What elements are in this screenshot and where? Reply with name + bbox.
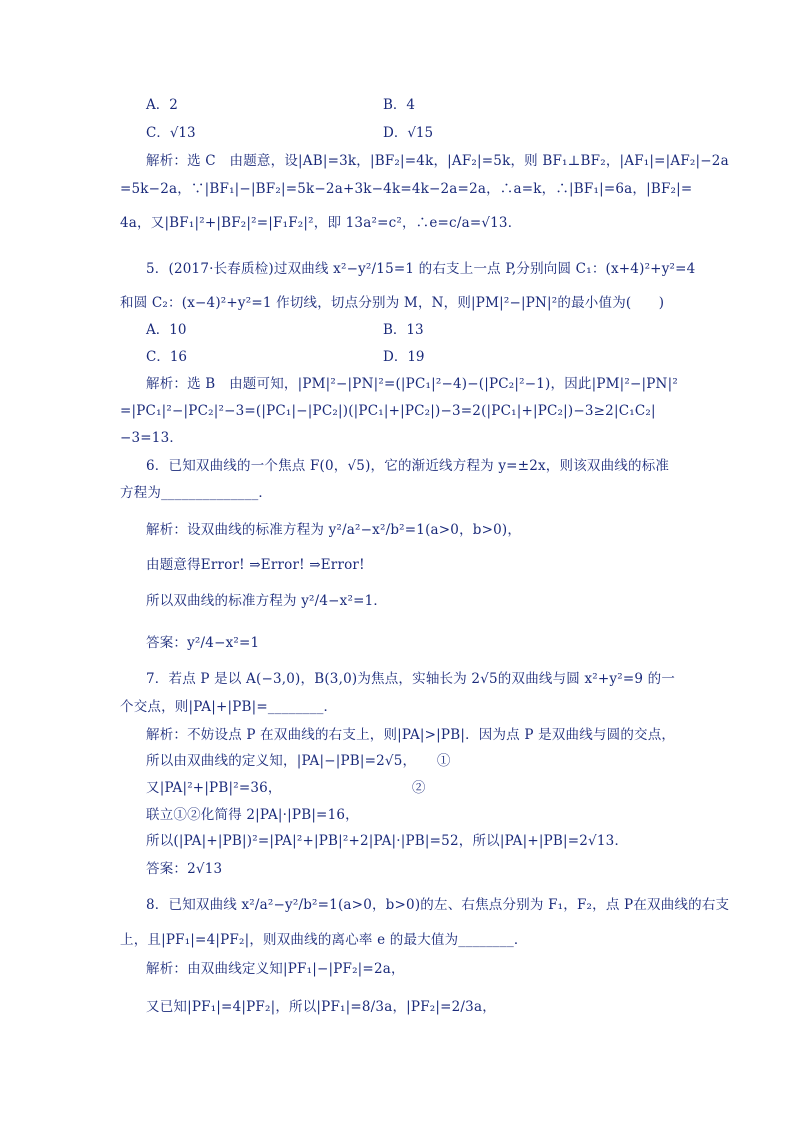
q6-solution-line-2: 由题意得Error! ⇒Error! ⇒Error!	[146, 557, 365, 573]
q7-answer: 答案：2√13	[146, 861, 223, 877]
q4-solution-line-3: 4a，又|BF₁|²+|BF₂|²=|F₁F₂|²，即 13a²=c²，∴e=c/a=√13．	[120, 215, 522, 231]
q4-option-d: D．√15	[383, 125, 434, 141]
q6-answer: 答案：y²/4−x²=1	[146, 635, 260, 651]
q5-stem-line-1: 5．(2017·长春质检)过双曲线 x²−y²/15=1 的右支上一点 P,分别向圆 C₁：(x+4)²+y²=4	[146, 261, 696, 277]
q5-option-c: C．16	[146, 349, 188, 365]
q6-stem-line-1: 6．已知双曲线的一个焦点 F(0，√5)，它的渐近线方程为 y=±2x，则该双曲线的标准	[146, 458, 670, 474]
q8-stem-line-1: 8．已知双曲线 x²/a²−y²/b²=1(a>0，b>0)的左、右焦点分别为 F₁，F₂，点 P在双曲线的右支	[146, 897, 730, 913]
q7-stem-line-2: 个交点，则|PA|+|PB|=________．	[120, 699, 338, 715]
q6-stem-line-2: 方程为______________．	[120, 485, 273, 501]
q6-solution-line-3: 所以双曲线的标准方程为 y²/4−x²=1．	[146, 593, 388, 609]
q5-option-d: D．19	[383, 349, 425, 365]
q4-solution-line-2: =5k−2a，∵|BF₁|−|BF₂|=5k−2a+3k−4k=4k−2a=2a，∴a=k，∴|BF₁|=6a，|BF₂|=	[120, 181, 693, 197]
q8-stem-line-2: 上，且|PF₁|=4|PF₂|，则双曲线的离心率 e 的最大值为________．	[120, 932, 528, 948]
q5-option-a: A．10	[146, 322, 187, 338]
q7-stem-line-1: 7．若点 P 是以 A(−3,0)，B(3,0)为焦点，实轴长为 2√5的双曲线与圆 x²+y²=9 的一	[146, 671, 676, 687]
q4-option-c: C．√13	[146, 125, 196, 141]
q5-solution-line-3: −3=13．	[120, 430, 184, 446]
q4-solution-line-1: 解析：选 C 由题意，设|AB|=3k，|BF₂|=4k，|AF₂|=5k，则 BF₁⊥BF₂，|AF₁|=|AF₂|−2a	[146, 153, 729, 169]
q5-stem-line-2: 和圆 C₂：(x−4)²+y²=1 作切线，切点分别为 M，N，则|PM|²−|PN|²的最小值为( )	[120, 295, 665, 311]
q4-option-b: B．4	[383, 97, 416, 113]
q7-solution-line-1: 解析：不妨设点 P 在双曲线的右支上，则|PA|>|PB|．因为点 P 是双曲线与圆的交点，	[146, 727, 676, 743]
q8-solution-line-2: 又已知|PF₁|=4|PF₂|，所以|PF₁|=8/3a，|PF₂|=2/3a，	[146, 999, 496, 1015]
q5-solution-line-2: =|PC₁|²−|PC₂|²−3=(|PC₁|−|PC₂|)(|PC₁|+|PC₂|)−3=2(|PC₁|+|PC₂|)−3≥2|C₁C₂|	[120, 403, 656, 419]
q8-solution-line-1: 解析：由双曲线定义知|PF₁|−|PF₂|=2a，	[146, 961, 405, 977]
q6-solution-line-1: 解析：设双曲线的标准方程为 y²/a²−x²/b²=1(a>0，b>0)，	[146, 522, 522, 538]
q7-solution-line-3: 又|PA|²+|PB|²=36， ②	[146, 780, 426, 796]
q4-option-a: A．2	[146, 97, 178, 113]
q7-solution-line-4: 联立①②化简得 2|PA|·|PB|=16，	[146, 807, 359, 823]
q7-solution-line-5: 所以(|PA|+|PB|)²=|PA|²+|PB|²+2|PA|·|PB|=52，所以|PA|+|PB|=2√13．	[146, 833, 629, 849]
q5-option-b: B．13	[383, 322, 424, 338]
q5-solution-line-1: 解析：选 B 由题可知，|PM|²−|PN|²=(|PC₁|²−4)−(|PC₂|²−1)，因此|PM|²−|PN|²	[146, 376, 678, 392]
q7-solution-line-2: 所以由双曲线的定义知，|PA|−|PB|=2√5， ①	[146, 753, 451, 769]
